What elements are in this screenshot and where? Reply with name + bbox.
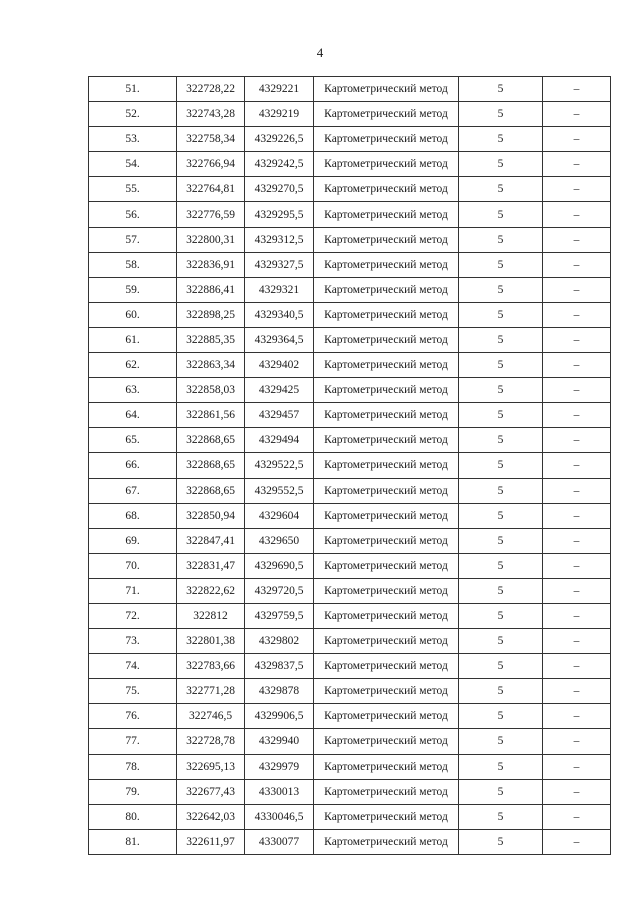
y-coordinate-cell: 4329242,5 <box>245 152 314 177</box>
table-row <box>89 327 611 352</box>
method-cell: Картометрический метод <box>314 152 459 177</box>
y-coordinate-cell: 4329402 <box>245 353 314 378</box>
y-coordinate-cell: 4330077 <box>245 829 314 854</box>
note-cell: – <box>543 252 611 277</box>
error-cell: 5 <box>459 779 543 804</box>
method-cell: Картометрический метод <box>314 578 459 603</box>
error-cell: 5 <box>459 478 543 503</box>
error-cell: 5 <box>459 152 543 177</box>
coordinates-table-body <box>89 77 611 855</box>
point-number-cell: 57. <box>89 227 177 252</box>
point-number-cell: 52. <box>89 102 177 127</box>
x-coordinate-cell: 322728,22 <box>177 77 245 102</box>
table-row <box>89 378 611 403</box>
method-cell: Картометрический метод <box>314 403 459 428</box>
point-number-cell: 63. <box>89 378 177 403</box>
method-cell: Картометрический метод <box>314 277 459 302</box>
x-coordinate-cell: 322728,78 <box>177 729 245 754</box>
error-cell: 5 <box>459 428 543 453</box>
note-cell: – <box>543 528 611 553</box>
point-number-cell: 55. <box>89 177 177 202</box>
point-number-cell: 76. <box>89 704 177 729</box>
note-cell: – <box>543 177 611 202</box>
point-number-cell: 53. <box>89 127 177 152</box>
x-coordinate-cell: 322783,66 <box>177 654 245 679</box>
table-row <box>89 152 611 177</box>
note-cell: – <box>543 503 611 528</box>
error-cell: 5 <box>459 102 543 127</box>
x-coordinate-cell: 322743,28 <box>177 102 245 127</box>
table-row <box>89 252 611 277</box>
error-cell: 5 <box>459 654 543 679</box>
x-coordinate-cell: 322800,31 <box>177 227 245 252</box>
table-row <box>89 528 611 553</box>
page-number: 4 <box>316 45 324 60</box>
x-coordinate-cell: 322766,94 <box>177 152 245 177</box>
note-cell: – <box>543 327 611 352</box>
table-row <box>89 102 611 127</box>
method-cell: Картометрический метод <box>314 77 459 102</box>
error-cell: 5 <box>459 704 543 729</box>
y-coordinate-cell: 4329906,5 <box>245 704 314 729</box>
y-coordinate-cell: 4329802 <box>245 629 314 654</box>
point-number-cell: 62. <box>89 353 177 378</box>
method-cell: Картометрический метод <box>314 603 459 628</box>
y-coordinate-cell: 4329979 <box>245 754 314 779</box>
error-cell: 5 <box>459 729 543 754</box>
y-coordinate-cell: 4329457 <box>245 403 314 428</box>
error-cell: 5 <box>459 553 543 578</box>
error-cell: 5 <box>459 503 543 528</box>
table-row <box>89 428 611 453</box>
y-coordinate-cell: 4329312,5 <box>245 227 314 252</box>
x-coordinate-cell: 322695,13 <box>177 754 245 779</box>
point-number-cell: 72. <box>89 603 177 628</box>
point-number-cell: 74. <box>89 654 177 679</box>
method-cell: Картометрический метод <box>314 754 459 779</box>
y-coordinate-cell: 4329720,5 <box>245 578 314 603</box>
error-cell: 5 <box>459 353 543 378</box>
method-cell: Картометрический метод <box>314 252 459 277</box>
x-coordinate-cell: 322611,97 <box>177 829 245 854</box>
method-cell: Картометрический метод <box>314 503 459 528</box>
point-number-cell: 81. <box>89 829 177 854</box>
y-coordinate-cell: 4329690,5 <box>245 553 314 578</box>
method-cell: Картометрический метод <box>314 227 459 252</box>
x-coordinate-cell: 322771,28 <box>177 679 245 704</box>
point-number-cell: 66. <box>89 453 177 478</box>
note-cell: – <box>543 478 611 503</box>
x-coordinate-cell: 322868,65 <box>177 428 245 453</box>
note-cell: – <box>543 428 611 453</box>
method-cell: Картометрический метод <box>314 302 459 327</box>
error-cell: 5 <box>459 378 543 403</box>
method-cell: Картометрический метод <box>314 378 459 403</box>
method-cell: Картометрический метод <box>314 729 459 754</box>
note-cell: – <box>543 202 611 227</box>
note-cell: – <box>543 578 611 603</box>
y-coordinate-cell: 4330013 <box>245 779 314 804</box>
x-coordinate-cell: 322764,81 <box>177 177 245 202</box>
table-row <box>89 629 611 654</box>
x-coordinate-cell: 322850,94 <box>177 503 245 528</box>
table-row <box>89 277 611 302</box>
error-cell: 5 <box>459 177 543 202</box>
x-coordinate-cell: 322801,38 <box>177 629 245 654</box>
point-number-cell: 69. <box>89 528 177 553</box>
method-cell: Картометрический метод <box>314 453 459 478</box>
y-coordinate-cell: 4329552,5 <box>245 478 314 503</box>
table-row <box>89 202 611 227</box>
error-cell: 5 <box>459 302 543 327</box>
point-number-cell: 65. <box>89 428 177 453</box>
point-number-cell: 58. <box>89 252 177 277</box>
table-row <box>89 227 611 252</box>
note-cell: – <box>543 553 611 578</box>
point-number-cell: 54. <box>89 152 177 177</box>
y-coordinate-cell: 4329878 <box>245 679 314 704</box>
note-cell: – <box>543 603 611 628</box>
note-cell: – <box>543 353 611 378</box>
note-cell: – <box>543 152 611 177</box>
method-cell: Картометрический метод <box>314 553 459 578</box>
point-number-cell: 79. <box>89 779 177 804</box>
point-number-cell: 56. <box>89 202 177 227</box>
table-row <box>89 704 611 729</box>
table-row <box>89 829 611 854</box>
note-cell: – <box>543 804 611 829</box>
point-number-cell: 78. <box>89 754 177 779</box>
x-coordinate-cell: 322886,41 <box>177 277 245 302</box>
y-coordinate-cell: 4329425 <box>245 378 314 403</box>
point-number-cell: 64. <box>89 403 177 428</box>
method-cell: Картометрический метод <box>314 704 459 729</box>
method-cell: Картометрический метод <box>314 654 459 679</box>
x-coordinate-cell: 322863,34 <box>177 353 245 378</box>
x-coordinate-cell: 322812 <box>177 603 245 628</box>
x-coordinate-cell: 322822,62 <box>177 578 245 603</box>
x-coordinate-cell: 322868,65 <box>177 453 245 478</box>
table-row <box>89 754 611 779</box>
method-cell: Картометрический метод <box>314 779 459 804</box>
table-row <box>89 127 611 152</box>
y-coordinate-cell: 4329604 <box>245 503 314 528</box>
error-cell: 5 <box>459 252 543 277</box>
y-coordinate-cell: 4329226,5 <box>245 127 314 152</box>
point-number-cell: 77. <box>89 729 177 754</box>
point-number-cell: 59. <box>89 277 177 302</box>
note-cell: – <box>543 378 611 403</box>
note-cell: – <box>543 277 611 302</box>
y-coordinate-cell: 4329940 <box>245 729 314 754</box>
y-coordinate-cell: 4329270,5 <box>245 177 314 202</box>
note-cell: – <box>543 779 611 804</box>
method-cell: Картометрический метод <box>314 478 459 503</box>
method-cell: Картометрический метод <box>314 102 459 127</box>
table-row <box>89 503 611 528</box>
note-cell: – <box>543 679 611 704</box>
point-number-cell: 75. <box>89 679 177 704</box>
note-cell: – <box>543 629 611 654</box>
note-cell: – <box>543 77 611 102</box>
table-row <box>89 353 611 378</box>
table-row <box>89 77 611 102</box>
y-coordinate-cell: 4329650 <box>245 528 314 553</box>
coordinates-table <box>88 76 611 855</box>
table-row <box>89 553 611 578</box>
table-row <box>89 453 611 478</box>
point-number-cell: 51. <box>89 77 177 102</box>
error-cell: 5 <box>459 603 543 628</box>
error-cell: 5 <box>459 77 543 102</box>
method-cell: Картометрический метод <box>314 327 459 352</box>
point-number-cell: 67. <box>89 478 177 503</box>
x-coordinate-cell: 322836,91 <box>177 252 245 277</box>
table-row <box>89 779 611 804</box>
table-row <box>89 804 611 829</box>
x-coordinate-cell: 322746,5 <box>177 704 245 729</box>
y-coordinate-cell: 4329327,5 <box>245 252 314 277</box>
y-coordinate-cell: 4329221 <box>245 77 314 102</box>
x-coordinate-cell: 322868,65 <box>177 478 245 503</box>
method-cell: Картометрический метод <box>314 629 459 654</box>
y-coordinate-cell: 4329364,5 <box>245 327 314 352</box>
table-row <box>89 679 611 704</box>
x-coordinate-cell: 322677,43 <box>177 779 245 804</box>
x-coordinate-cell: 322642,03 <box>177 804 245 829</box>
error-cell: 5 <box>459 629 543 654</box>
point-number-cell: 80. <box>89 804 177 829</box>
y-coordinate-cell: 4329295,5 <box>245 202 314 227</box>
error-cell: 5 <box>459 754 543 779</box>
error-cell: 5 <box>459 679 543 704</box>
x-coordinate-cell: 322847,41 <box>177 528 245 553</box>
x-coordinate-cell: 322861,56 <box>177 403 245 428</box>
point-number-cell: 73. <box>89 629 177 654</box>
table-row <box>89 654 611 679</box>
y-coordinate-cell: 4329321 <box>245 277 314 302</box>
method-cell: Картометрический метод <box>314 127 459 152</box>
point-number-cell: 68. <box>89 503 177 528</box>
error-cell: 5 <box>459 227 543 252</box>
note-cell: – <box>543 754 611 779</box>
point-number-cell: 60. <box>89 302 177 327</box>
y-coordinate-cell: 4329340,5 <box>245 302 314 327</box>
y-coordinate-cell: 4329759,5 <box>245 603 314 628</box>
point-number-cell: 61. <box>89 327 177 352</box>
table-row <box>89 478 611 503</box>
error-cell: 5 <box>459 528 543 553</box>
note-cell: – <box>543 453 611 478</box>
error-cell: 5 <box>459 327 543 352</box>
error-cell: 5 <box>459 127 543 152</box>
table-row <box>89 729 611 754</box>
x-coordinate-cell: 322898,25 <box>177 302 245 327</box>
method-cell: Картометрический метод <box>314 353 459 378</box>
error-cell: 5 <box>459 804 543 829</box>
table-row <box>89 302 611 327</box>
note-cell: – <box>543 704 611 729</box>
y-coordinate-cell: 4329522,5 <box>245 453 314 478</box>
y-coordinate-cell: 4329219 <box>245 102 314 127</box>
note-cell: – <box>543 127 611 152</box>
error-cell: 5 <box>459 578 543 603</box>
error-cell: 5 <box>459 277 543 302</box>
note-cell: – <box>543 829 611 854</box>
point-number-cell: 71. <box>89 578 177 603</box>
method-cell: Картометрический метод <box>314 804 459 829</box>
method-cell: Картометрический метод <box>314 428 459 453</box>
error-cell: 5 <box>459 453 543 478</box>
note-cell: – <box>543 403 611 428</box>
point-number-cell: 70. <box>89 553 177 578</box>
x-coordinate-cell: 322758,34 <box>177 127 245 152</box>
x-coordinate-cell: 322858,03 <box>177 378 245 403</box>
method-cell: Картометрический метод <box>314 177 459 202</box>
note-cell: – <box>543 654 611 679</box>
x-coordinate-cell: 322831,47 <box>177 553 245 578</box>
y-coordinate-cell: 4330046,5 <box>245 804 314 829</box>
method-cell: Картометрический метод <box>314 528 459 553</box>
note-cell: – <box>543 102 611 127</box>
method-cell: Картометрический метод <box>314 679 459 704</box>
note-cell: – <box>543 227 611 252</box>
y-coordinate-cell: 4329837,5 <box>245 654 314 679</box>
table-row <box>89 603 611 628</box>
error-cell: 5 <box>459 403 543 428</box>
x-coordinate-cell: 322885,35 <box>177 327 245 352</box>
table-row <box>89 578 611 603</box>
error-cell: 5 <box>459 202 543 227</box>
note-cell: – <box>543 302 611 327</box>
x-coordinate-cell: 322776,59 <box>177 202 245 227</box>
table-row <box>89 177 611 202</box>
y-coordinate-cell: 4329494 <box>245 428 314 453</box>
method-cell: Картометрический метод <box>314 829 459 854</box>
error-cell: 5 <box>459 829 543 854</box>
note-cell: – <box>543 729 611 754</box>
method-cell: Картометрический метод <box>314 202 459 227</box>
table-row <box>89 403 611 428</box>
